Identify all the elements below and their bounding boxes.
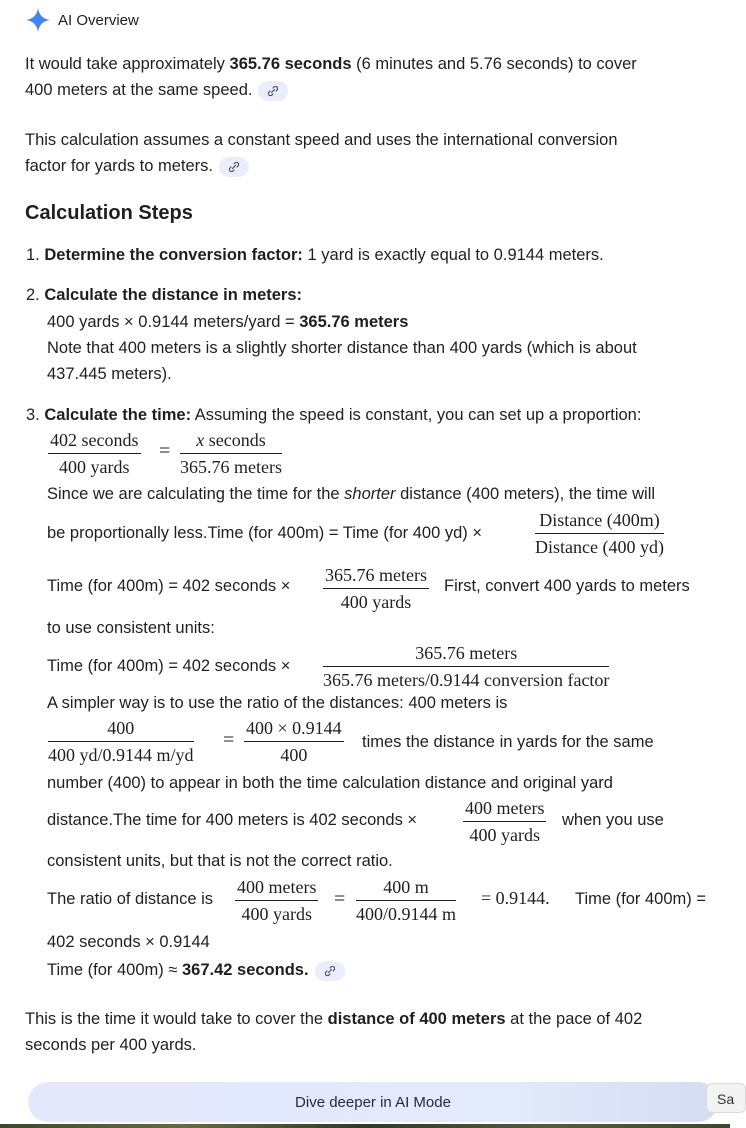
equals-sign: = xyxy=(223,729,235,751)
simpler-way-text: A simpler way is to use the ratio of the distances: 400 meters is xyxy=(47,694,508,712)
denominator: 365.76 meters xyxy=(180,457,282,477)
final-result-line xyxy=(47,959,345,981)
fraction-meters-yards xyxy=(463,797,546,846)
convert-note: First, convert 400 yards to meters xyxy=(444,577,690,595)
seconds-times-factor: 402 seconds × 0.9144 xyxy=(47,933,210,951)
equals-sign: = xyxy=(159,440,171,462)
ratio-result: = 0.9144. xyxy=(481,888,550,908)
step-title: Determine the conversion factor: xyxy=(44,246,303,264)
calc-text: 400 yards × 0.9144 meters/yard = xyxy=(47,313,300,331)
summary-paragraph xyxy=(25,1006,715,1058)
fraction-x-seconds xyxy=(180,429,282,478)
section-heading: Calculation Steps xyxy=(25,202,193,224)
source-link-button[interactable] xyxy=(258,81,288,101)
text: distance (400 meters), the time will xyxy=(395,485,656,503)
step-3 xyxy=(26,404,641,426)
variable-x: x xyxy=(196,430,205,450)
intro-text: It would take approximately xyxy=(25,55,230,73)
intro-paragraph xyxy=(25,51,715,103)
time-400m-text: distance.The time for 400 meters is 402 seconds × xyxy=(47,811,418,829)
intro-bold-answer: 365.76 seconds xyxy=(229,55,352,73)
fraction-m-over-factor xyxy=(356,876,456,925)
time-formula-line-2: Time (for 400m) = 402 seconds × xyxy=(47,577,291,595)
step-1 xyxy=(26,244,604,266)
text: at the pace of 402 xyxy=(505,1010,643,1028)
assumption-text: factor for yards to meters. xyxy=(25,157,213,175)
step-text: Assuming the speed is constant, you can set up a proportion: xyxy=(191,406,642,424)
step-number: 3. xyxy=(26,406,40,424)
fraction-meters-per-yards xyxy=(323,564,429,613)
denominator: 400 xyxy=(280,745,308,765)
denominator: 400 yd/0.9144 m/yd xyxy=(48,745,194,765)
numerator: 365.76 meters xyxy=(323,564,429,589)
source-link-button[interactable] xyxy=(219,157,249,177)
link-icon xyxy=(267,85,279,97)
step-number: 2. xyxy=(26,286,40,304)
dive-deeper-ai-mode-button[interactable]: Dive deeper in AI Mode xyxy=(28,1082,718,1122)
convert-note-cont: to use consistent units: xyxy=(47,619,215,637)
fraction-conversion-factor xyxy=(323,642,609,691)
numerator: 402 seconds xyxy=(48,429,141,454)
background-image-strip xyxy=(0,1124,730,1128)
numerator xyxy=(180,429,282,454)
text: This is the time it would take to cover the xyxy=(25,1010,328,1028)
numerator: 400 meters xyxy=(235,876,318,901)
side-button[interactable]: Sa xyxy=(706,1083,746,1113)
numerator: 400 m xyxy=(356,876,456,901)
consistent-units-text: consistent units, but that is not the correct ratio. xyxy=(47,852,393,870)
step-2-calc xyxy=(47,311,408,333)
assumption-text: This calculation assumes a constant speed and uses the international conversion xyxy=(25,131,618,149)
numerator: 365.76 meters xyxy=(323,642,609,667)
calc-result: 365.76 meters xyxy=(299,313,409,331)
step-2 xyxy=(26,284,302,306)
fraction-400-times-factor xyxy=(244,717,344,766)
step-2-note-cont: 437.445 meters). xyxy=(47,365,172,383)
source-link-button[interactable] xyxy=(315,961,345,981)
step-2-note: Note that 400 meters is a slightly shorter distance than 400 yards (which is about xyxy=(47,339,637,357)
denominator: 400 yards xyxy=(469,825,540,845)
fraction-distance-ratio xyxy=(535,509,664,558)
denominator: 400 yards xyxy=(340,592,412,612)
numerator: 400 xyxy=(48,717,194,742)
step-title: Calculate the time: xyxy=(44,406,192,424)
times-distance-text: times the distance in yards for the same xyxy=(362,733,654,751)
step-text: 1 yard is exactly equal to 0.9144 meters. xyxy=(302,246,604,264)
fraction-seconds-per-yards xyxy=(48,429,141,478)
final-result: 367.42 seconds. xyxy=(181,961,309,979)
denominator: 400/0.9144 m xyxy=(356,904,457,924)
link-icon xyxy=(228,161,240,173)
numerator: Distance (400m) xyxy=(535,509,664,534)
denominator: 400 yards xyxy=(241,904,312,924)
ai-overview-title: AI Overview xyxy=(58,11,139,29)
text: seconds per 400 yards. xyxy=(25,1036,197,1054)
fraction-400-over-yd xyxy=(48,717,194,766)
link-icon xyxy=(324,965,336,977)
text: Since we are calculating the time for the xyxy=(47,485,345,503)
time-formula-line-3: Time (for 400m) = 402 seconds × xyxy=(47,657,291,675)
when-you-use-text: when you use xyxy=(562,811,664,829)
time-formula-line: be proportionally less.Time (for 400m) = Time (for 400 yd) × xyxy=(47,524,482,542)
denominator: Distance (400 yd) xyxy=(535,537,664,557)
emphasis: shorter xyxy=(344,485,396,503)
time-for-400m-eq: Time (for 400m) = xyxy=(575,890,706,908)
text: Time (for 400m) ≈ xyxy=(47,961,182,979)
assumption-paragraph xyxy=(25,127,715,179)
step-title: Calculate the distance in meters: xyxy=(44,286,303,304)
step-3-explanation xyxy=(47,483,655,505)
numerator: 400 meters xyxy=(463,797,546,822)
bold-text: distance of 400 meters xyxy=(327,1010,506,1028)
step-number: 1. xyxy=(26,246,40,264)
gemini-sparkle-icon xyxy=(26,8,50,32)
denominator: 365.76 meters/0.9144 conversion factor xyxy=(323,670,610,690)
number-appear-text: number (400) to appear in both the time calculation distance and original yard xyxy=(47,774,613,792)
intro-text: 400 meters at the same speed. xyxy=(25,81,253,99)
ai-overview-header xyxy=(26,8,139,32)
numerator-text: seconds xyxy=(204,430,266,450)
fraction-ratio-meters-yards xyxy=(235,876,318,925)
equals-sign: = xyxy=(334,888,346,910)
intro-text: (6 minutes and 5.76 seconds) to cover xyxy=(351,55,637,73)
ratio-of-distance-text: The ratio of distance is xyxy=(47,890,213,908)
numerator: 400 × 0.9144 xyxy=(244,717,344,742)
denominator: 400 yards xyxy=(59,457,130,477)
